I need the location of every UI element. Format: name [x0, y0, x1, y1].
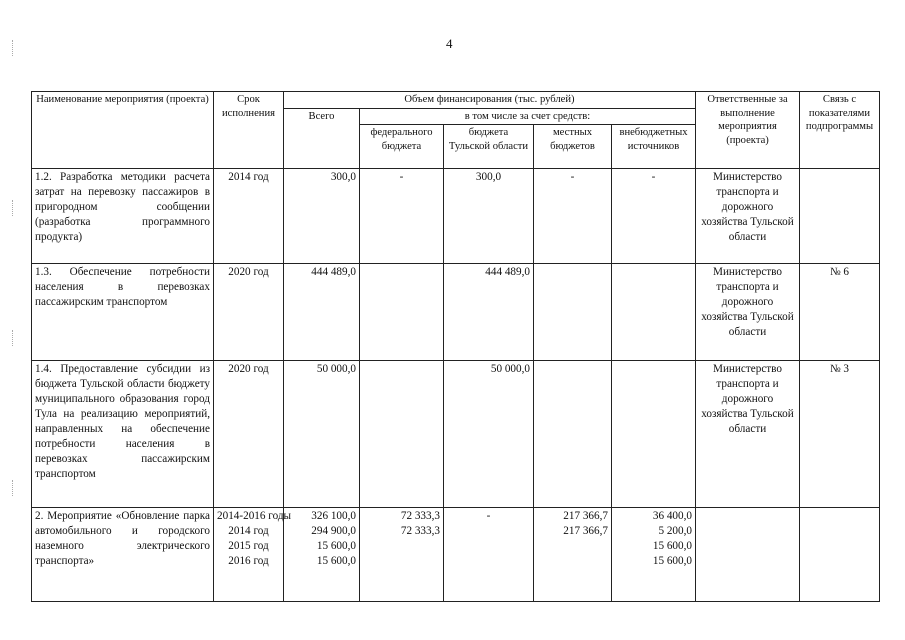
row-total: 300,0	[284, 169, 360, 264]
row-responsible	[696, 508, 800, 602]
row-regional: 444 489,0	[444, 264, 534, 361]
term-line: 2014-2016 годы	[217, 510, 292, 522]
row-link: № 6	[800, 264, 880, 361]
row-regional	[444, 508, 534, 602]
extra-line: 15 600,0	[652, 540, 692, 552]
row-term: 2020 год	[214, 264, 284, 361]
margin-mark	[12, 200, 15, 216]
total-line: 15 600,0	[316, 555, 356, 567]
row-federal	[360, 508, 444, 602]
total-line: 294 900,0	[311, 525, 356, 537]
row-term: 2014 год	[214, 169, 284, 264]
row-name: 2. Мероприятие «Обновление парка автомобильного и городского наземного электрического транспорта»	[32, 508, 214, 602]
row-name: 1.2. Разработка методики расчета затрат на перевозку пассажиров в пригородном сообщении (разработка программного продукта)	[32, 169, 214, 264]
row-total: 50 000,0	[284, 361, 360, 508]
row-total	[284, 508, 360, 602]
local-line: 217 366,7	[563, 510, 608, 522]
row-name: 1.3. Обеспечение потребности населения в перевозках пассажирским транспортом	[32, 264, 214, 361]
margin-mark	[12, 330, 15, 346]
row-local	[534, 264, 612, 361]
header-including: в том числе за счет средств:	[360, 108, 696, 125]
row-link: № 3	[800, 361, 880, 508]
row-federal: -	[360, 169, 444, 264]
header-local: местных бюджетов	[534, 125, 612, 169]
local-line: 217 366,7	[563, 525, 608, 537]
header-funding: Объем финансирования (тыс. рублей)	[284, 92, 696, 109]
total-line: 15 600,0	[316, 540, 356, 552]
extra-line: 15 600,0	[652, 555, 692, 567]
row-term	[214, 508, 292, 602]
row-local: -	[534, 169, 612, 264]
regional-line: -	[486, 510, 491, 522]
row-extra: -	[612, 169, 696, 264]
header-regional: бюджета Тульской области	[444, 125, 534, 169]
row-name: 1.4. Предоставление субсидии из бюджета Тульской области бюджету муниципального образования город Тула на реализацию мероприятий, направленных на обеспечение потребности населения в перевозках пассажирским транспортом	[32, 361, 214, 508]
row-link	[800, 169, 880, 264]
row-extra	[612, 361, 696, 508]
page-number: 4	[446, 36, 453, 51]
row-local	[534, 508, 612, 602]
row-federal	[360, 361, 444, 508]
table-row	[32, 169, 880, 264]
row-responsible: Министерство транспорта и дорожного хозяйства Тульской области	[696, 361, 800, 508]
federal-line: 72 333,3	[400, 510, 440, 522]
total-line: 326 100,0	[311, 510, 356, 522]
row-responsible: Министерство транспорта и дорожного хозяйства Тульской области	[696, 169, 800, 264]
header-responsible: Ответственные за выполнение мероприятия (проекта)	[696, 92, 800, 169]
term-line: 2014 год	[228, 525, 269, 537]
header-total: Всего	[284, 108, 360, 169]
row-regional: 300,0	[444, 169, 534, 264]
table-row	[32, 508, 880, 602]
extra-line: 36 400,0	[652, 510, 692, 522]
funding-table	[31, 91, 880, 602]
extra-line: 5 200,0	[658, 525, 692, 537]
table-row	[32, 264, 880, 361]
table-row	[32, 361, 880, 508]
row-total: 444 489,0	[284, 264, 360, 361]
row-extra	[612, 264, 696, 361]
row-local	[534, 361, 612, 508]
federal-line: 72 333,3	[400, 525, 440, 537]
term-line: 2015 год	[228, 540, 269, 552]
header-name: Наименование мероприятия (проекта)	[32, 92, 214, 169]
margin-mark	[12, 480, 15, 496]
header-row	[32, 92, 880, 109]
row-responsible: Министерство транспорта и дорожного хозяйства Тульской области	[696, 264, 800, 361]
row-regional: 50 000,0	[444, 361, 534, 508]
header-term: Срок исполнения	[214, 92, 284, 169]
row-term: 2020 год	[214, 361, 284, 508]
header-federal: федерального бюджета	[360, 125, 444, 169]
margin-mark	[12, 40, 15, 56]
header-extra: внебюджетных источников	[612, 125, 696, 169]
term-line: 2016 год	[228, 555, 269, 567]
row-extra	[612, 508, 696, 602]
header-link: Связь с показателями подпрограммы	[800, 92, 880, 169]
row-federal	[360, 264, 444, 361]
row-link	[800, 508, 880, 602]
